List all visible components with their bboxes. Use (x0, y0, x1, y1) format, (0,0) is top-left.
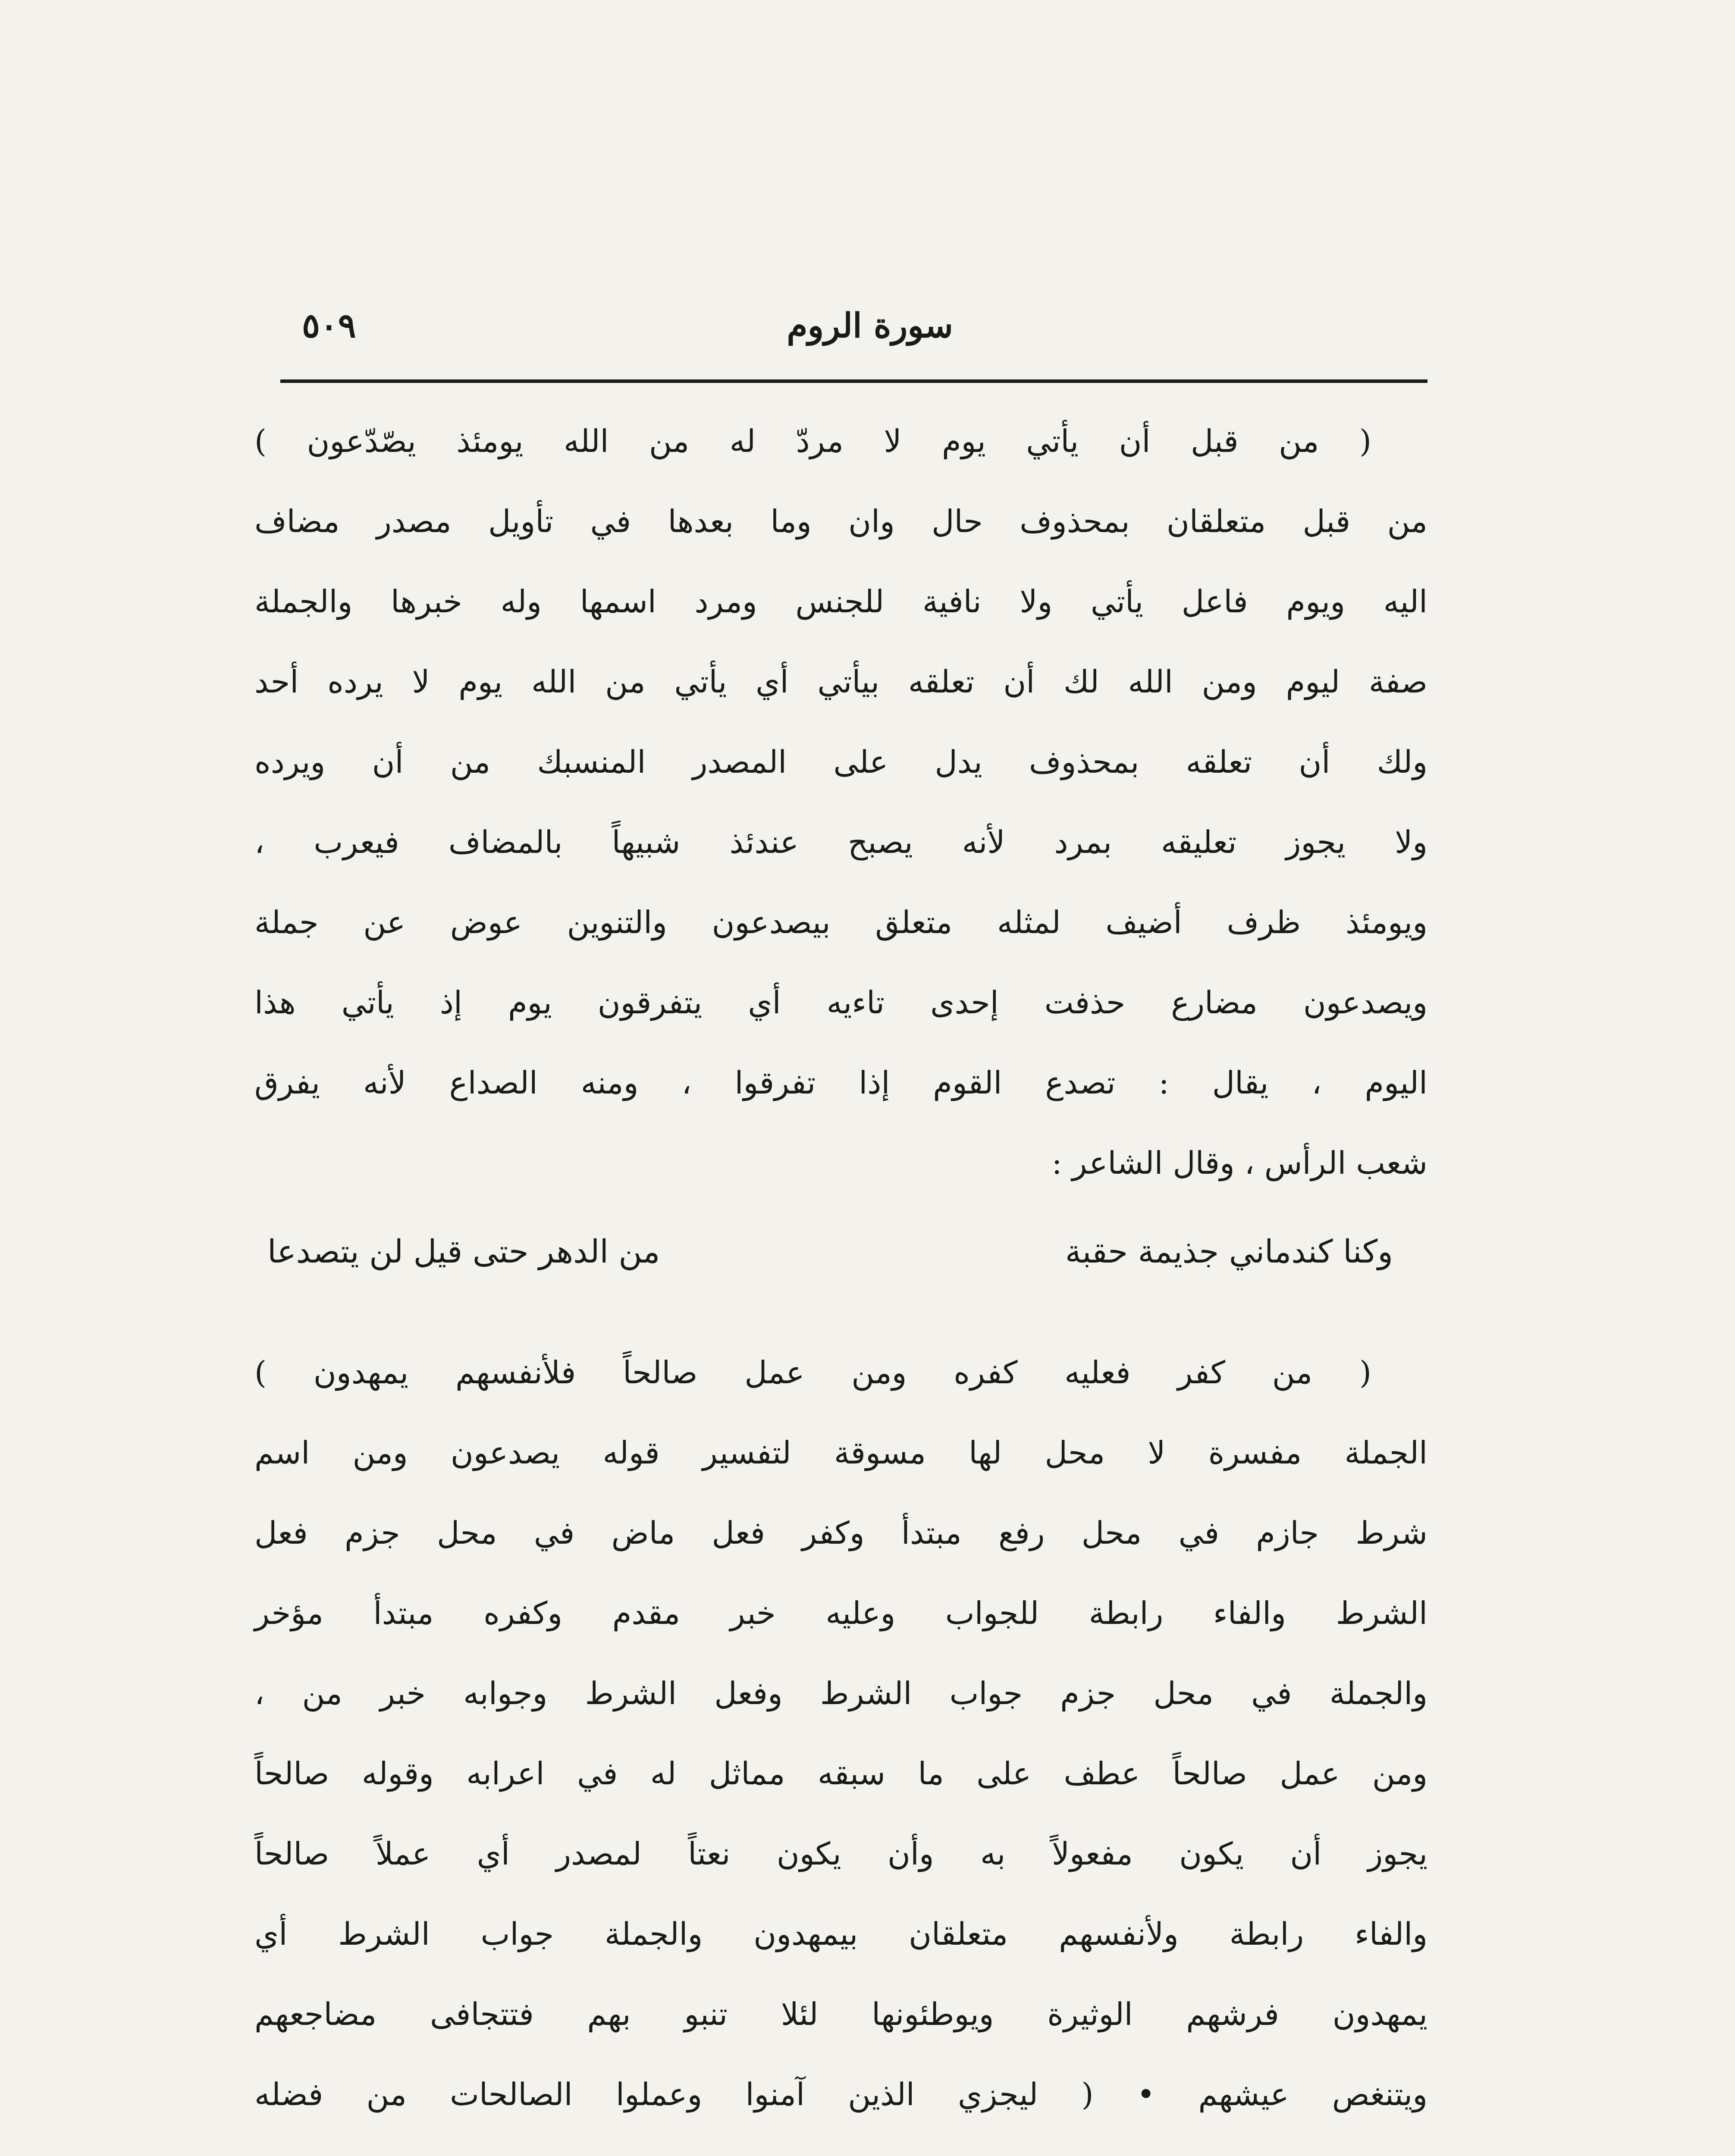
verse-line: ( من قبل أن يأتي يوم لا مردّ له من الله يومئذ يصّدّعون ) (254, 423, 1371, 459)
text-line: يجوز أن يكون مفعولاً به وأن يكون نعتاً لمصدر أي عملاً صالحاً (254, 1836, 1428, 1872)
body-text (254, 401, 1428, 2156)
poem-verse (254, 1203, 1428, 1332)
text-line: ولك أن تعلقه بمحذوف يدل على المصدر المنسبك من أن ويرده (254, 744, 1428, 780)
text-line: صفة ليوم ومن الله لك أن تعلقه بيأتي أي يأتي من الله يوم لا يرده أحد (254, 664, 1428, 700)
text-line: ويصدعون مضارع حذفت إحدى تاءيه أي يتفرقون يوم إذ يأتي هذا (254, 984, 1428, 1021)
page-header (254, 293, 1428, 354)
text-line: اليه ويوم فاعل يأتي ولا نافية للجنس ومرد اسمها وله خبرها والجملة (254, 583, 1428, 620)
text-line: الجملة مفسرة لا محل لها مسوقة لتفسير قوله يصدعون ومن اسم (254, 1435, 1428, 1471)
text-line: والفاء رابطة ولأنفسهم متعلقان بيمهدون والجملة جواب الشرط أي (254, 1916, 1428, 1952)
text-line: الشرط والفاء رابطة للجواب وعليه خبر مقدم وكفره مبتدأ مؤخر (254, 1595, 1428, 1631)
text-line: ولا يجوز تعليقه بمرد لأنه يصبح عندئذ شبيهاً بالمضاف فيعرب ، (254, 824, 1428, 860)
page (254, 293, 1428, 2112)
text-line: ومن عمل صالحاً عطف على ما سبقه مماثل له في اعرابه وقوله صالحاً (254, 1755, 1428, 1792)
text-line: شعب الرأس ، وقال الشاعر : (1051, 1145, 1428, 1181)
text-line (254, 2134, 1428, 2156)
text-line: ويتنغص عيشهم • ( ليجزي الذين آمنوا وعملوا الصالحات من فضله (254, 2076, 1428, 2112)
header-rule (280, 379, 1428, 383)
poem-first-hemistich: وكنا كندماني جذيمة حقبة (1065, 1233, 1393, 1270)
surah-title: سورة الروم (787, 306, 953, 345)
text-line: شرط جازم في محل رفع مبتدأ وكفر فعل ماض في محل جزم فعل (254, 1515, 1428, 1551)
text-line: والجملة في محل جزم جواب الشرط وفعل الشرط وجوابه خبر من ، (254, 1675, 1428, 1711)
text-line: ويومئذ ظرف أضيف لمثله متعلق بيصدعون والتنوين عوض عن جملة (254, 904, 1428, 940)
text-line: يمهدون فرشهم الوثيرة ويوطئونها لئلا تنبو بهم فتتجافى مضاجعهم (254, 1996, 1428, 2032)
text-line: من قبل متعلقان بمحذوف حال وان وما بعدها في تأويل مصدر مضاف (254, 503, 1428, 539)
verse-line: ( من كفر فعليه كفره ومن عمل صالحاً فلأنفسهم يمهدون ) (254, 1354, 1371, 1391)
page-number: ٥٠٩ (302, 306, 356, 345)
text-line: اليوم ، يقال : تصدع القوم إذا تفرقوا ، ومنه الصداع لأنه يفرق (254, 1065, 1428, 1101)
poem-second-hemistich: من الدهر حتى قيل لن يتصدعا (267, 1233, 660, 1270)
